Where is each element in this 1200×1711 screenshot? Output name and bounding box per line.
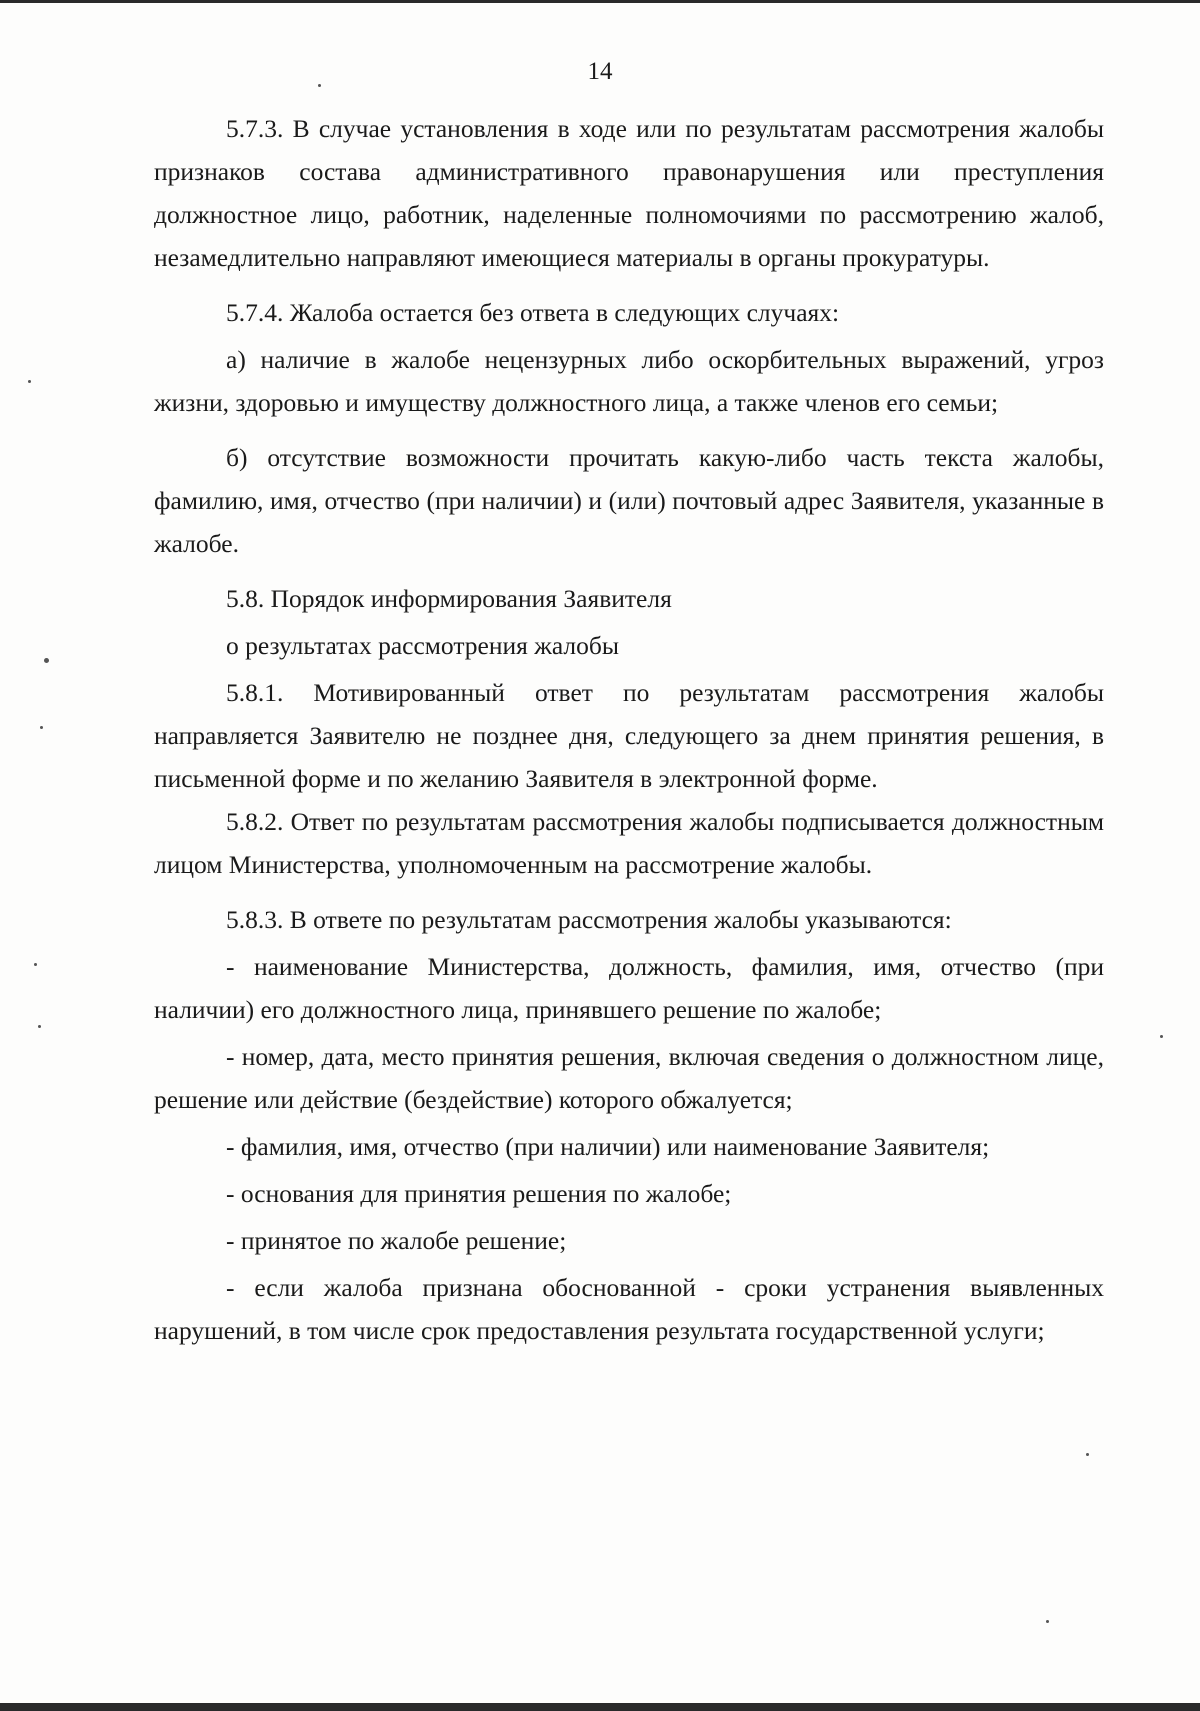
scan-speck — [318, 84, 321, 87]
list-item-ministry-name: - наименование Министерства, должность, фамилия, имя, отчество (при наличии) его должностного лица, принявшего решение по жалобе; — [154, 952, 1104, 1024]
document-body — [154, 107, 1104, 1352]
paragraph-5-8-1: 5.8.1. Мотивированный ответ по результатам рассмотрения жалобы направляется Заявителю не позднее дня, следующего за днем принятия решения, в письменной форме и по желанию Заявителя в электронной форме. — [154, 678, 1104, 793]
list-item-applicant-name: - фамилия, имя, отчество (при наличии) или наименование Заявителя; — [226, 1132, 990, 1161]
list-item-remedy-deadlines: - если жалоба признана обоснованной - сроки устранения выявленных нарушений, в том числе срок предоставления результата государственной услуги; — [154, 1273, 1104, 1345]
scan-speck — [1046, 1620, 1049, 1623]
scan-edge-top — [0, 0, 1200, 3]
scan-speck — [44, 658, 49, 663]
list-item-decision-taken: - принятое по жалобе решение; — [226, 1226, 567, 1255]
paragraph-item-a: а) наличие в жалобе нецензурных либо оскорбительных выражений, угроз жизни, здоровью и имуществу должностного лица, а также членов его семьи; — [154, 345, 1104, 417]
scan-speck — [40, 726, 43, 729]
list-item-decision-grounds: - основания для принятия решения по жалобе; — [226, 1179, 732, 1208]
scan-speck — [38, 1025, 41, 1028]
scan-speck — [1086, 1453, 1089, 1456]
section-heading-5-8-line-1: 5.8. Порядок информирования Заявителя — [226, 584, 672, 613]
list-item-decision-number: - номер, дата, место принятия решения, включая сведения о должностном лице, решение или действие (бездействие) которого обжалуется; — [154, 1042, 1104, 1114]
scan-speck — [34, 963, 37, 966]
page-number: 14 — [587, 58, 613, 85]
paragraph-5-8-2: 5.8.2. Ответ по результатам рассмотрения жалобы подписывается должностным лицом Министерства, уполномоченным на рассмотрение жалобы. — [154, 807, 1104, 879]
paragraph-5-7-4: 5.7.4. Жалоба остается без ответа в следующих случаях: — [226, 298, 840, 327]
section-heading-5-8-line-2: о результатах рассмотрения жалобы — [226, 631, 619, 660]
paragraph-5-7-3: 5.7.3. В случае установления в ходе или по результатам рассмотрения жалобы признаков состава административного правонарушения или преступления должностное лицо, работник, наделенные полномочиями по рассмотрению жалоб, незамедлительно направляют имеющиеся материалы в органы прокуратуры. — [154, 114, 1104, 272]
scan-speck — [28, 380, 31, 383]
paragraph-item-b: б) отсутствие возможности прочитать какую-либо часть текста жалобы, фамилию, имя, отчество (при наличии) и (или) почтовый адрес Заявителя, указанные в жалобе. — [154, 443, 1104, 558]
scan-speck — [1160, 1035, 1163, 1038]
paragraph-5-8-3: 5.8.3. В ответе по результатам рассмотрения жалобы указываются: — [226, 905, 952, 934]
scan-edge-bottom — [0, 1703, 1200, 1711]
